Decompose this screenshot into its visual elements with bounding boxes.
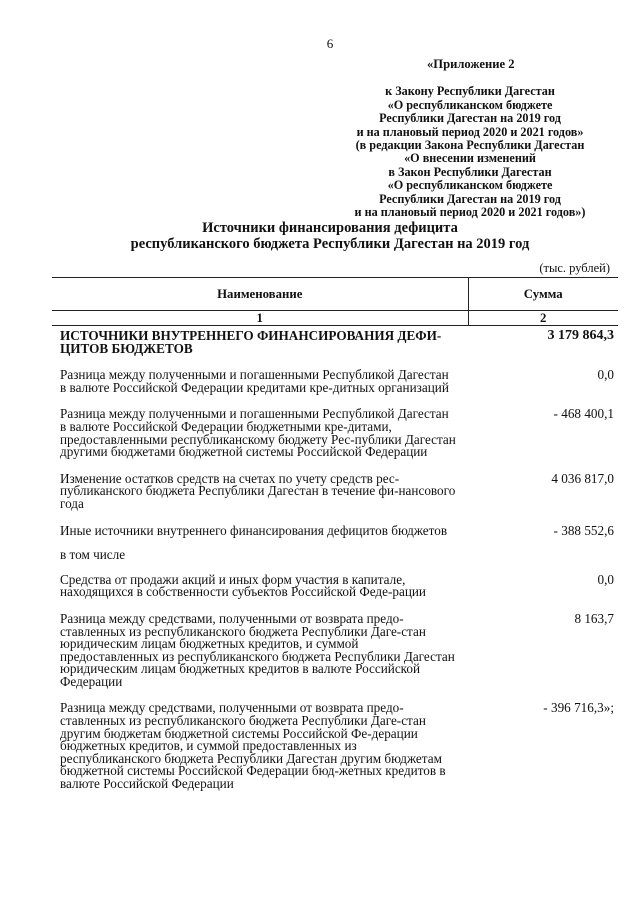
appendix-line: в Закон Республики Дагестан bbox=[388, 164, 552, 179]
column-number: 1 bbox=[52, 311, 468, 326]
table-header-row bbox=[52, 278, 618, 311]
table-row bbox=[52, 549, 618, 574]
row-sum: 8 163,7 bbox=[574, 610, 614, 626]
row-sum: 4 036 817,0 bbox=[551, 470, 614, 486]
column-number-row bbox=[52, 311, 618, 326]
row-sum: 3 179 864,3 bbox=[547, 328, 614, 343]
row-name: Иные источники внутреннего финансирования дефицитов бюджетов bbox=[60, 522, 448, 538]
row-sum: - 468 400,1 bbox=[553, 406, 614, 422]
page-number: 6 bbox=[326, 36, 334, 51]
appendix-header bbox=[330, 58, 610, 219]
table-row bbox=[52, 369, 618, 408]
row-sum: 0,0 bbox=[597, 367, 614, 383]
row-name: Изменение остатков средств на счетах по учету средств рес-публиканского бюджета Республики Дагестан в течение фи-нансового года bbox=[60, 470, 456, 511]
title-line: республиканского бюджета Республики Дагестан на 2019 год bbox=[130, 236, 530, 252]
table-row bbox=[52, 525, 618, 550]
appendix-line: Республики Дагестан на 2019 год bbox=[379, 191, 561, 206]
appendix-line: (в редакции Закона Республики Дагестан bbox=[355, 138, 585, 153]
financing-sources-table bbox=[52, 277, 618, 805]
appendix-line: Республики Дагестан на 2019 год bbox=[379, 111, 561, 126]
row-sum: - 396 716,3»; bbox=[543, 700, 614, 716]
row-name: Разница между средствами, полученными от возврата предо-ставленных из республиканского бюджета Республики Даге-стан юридическим лицам бюджетных кредитов, и суммой предоставленных из республиканского бюджета Республики Дагестан юридическим лицам бюджетных кредитов в валюте Российской Федерации bbox=[60, 610, 455, 689]
row-name: Средства от продажи акций и иных форм участия в капитале, находящихся в собственности субъектов Российской Феде-рации bbox=[60, 571, 426, 600]
row-name: Разница между средствами, полученными от возврата предо-ставленных из республиканского бюджета Республики Даге-стан другим бюджетам бюджетной системы Российской Фе-дерации бюджетных кредитов, и суммой предоставленных из республиканского бюджета Республики Дагестан другим бюджетам бюджетной системы Российской Федерации бюд-жетных кредитов в валюте Российской Федерации bbox=[60, 700, 446, 792]
column-number: 2 bbox=[468, 311, 618, 326]
table-row bbox=[52, 408, 618, 472]
appendix-line: «Приложение 2 bbox=[427, 57, 515, 71]
table-row bbox=[52, 613, 618, 703]
appendix-line: «О республиканском бюджете bbox=[387, 178, 553, 193]
title-line: Источники финансирования дефицита bbox=[202, 220, 458, 236]
units-label: (тыс. рублей) bbox=[539, 261, 610, 275]
header-sum: Сумма bbox=[468, 278, 618, 311]
appendix-line: «О внесении изменений bbox=[404, 151, 536, 166]
row-name: Разница между полученными и погашенными Республикой Дагестан в валюте Российской Федерации бюджетными кре-дитами, предоставленными республиканскому бюджету Рес-публики Дагестан другими бюджетами бюджетной системы Российской Федерации bbox=[60, 406, 456, 460]
table-row bbox=[52, 326, 618, 370]
table-row bbox=[52, 574, 618, 613]
appendix-line: и на плановый период 2020 и 2021 годов» bbox=[356, 124, 584, 139]
appendix-line: к Закону Республики Дагестан bbox=[385, 84, 555, 99]
row-sum bbox=[468, 549, 618, 574]
row-sum: - 388 552,6 bbox=[553, 522, 614, 538]
appendix-line: и на плановый период 2020 и 2021 годов») bbox=[354, 205, 586, 220]
document-title bbox=[40, 220, 620, 252]
row-name: в том числе bbox=[60, 547, 126, 563]
row-name: Разница между полученными и погашенными Республикой Дагестан в валюте Российской Федерации кредитами кре-дитных организаций bbox=[60, 367, 449, 395]
row-sum: 0,0 bbox=[597, 571, 614, 587]
table-row bbox=[52, 702, 618, 804]
header-name: Наименование bbox=[52, 278, 468, 311]
appendix-line: «О республиканском бюджете bbox=[387, 97, 553, 112]
row-name: ИСТОЧНИКИ ВНУТРЕННЕГО ФИНАНСИРОВАНИЯ ДЕФИ-ЦИТОВ БЮДЖЕТОВ bbox=[60, 328, 442, 356]
table-row bbox=[52, 473, 618, 525]
